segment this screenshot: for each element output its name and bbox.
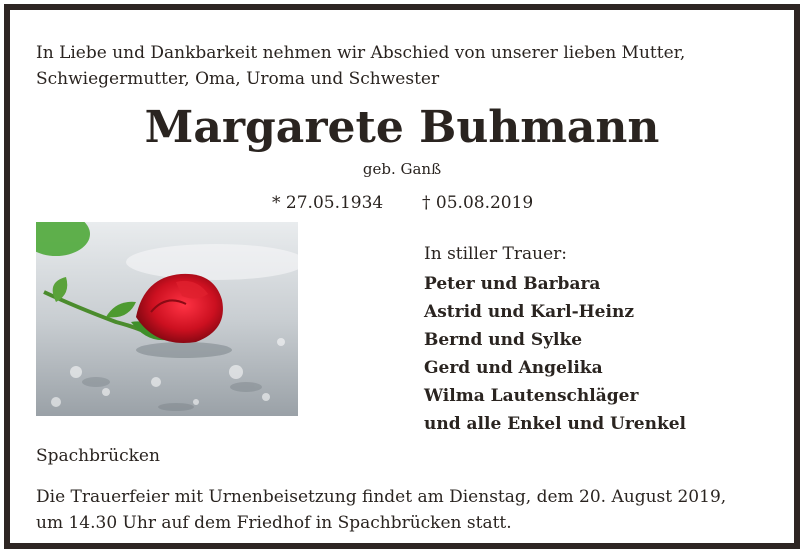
maiden-name: geb. Ganß bbox=[362, 160, 442, 178]
birth-date: * 27.05.1934 bbox=[272, 193, 384, 213]
ceremony-text bbox=[36, 484, 776, 536]
mourner-name: Bernd und Sylke bbox=[424, 330, 583, 350]
mourners-block bbox=[424, 240, 686, 438]
rose-image bbox=[36, 222, 298, 416]
intro-line: In Liebe und Dankbarkeit nehmen wir Abschied von unserer lieben Mutter, bbox=[36, 43, 686, 63]
mourner-name: Astrid und Karl-Heinz bbox=[424, 302, 634, 322]
intro-line: Schwiegermutter, Oma, Uroma und Schwester bbox=[36, 69, 440, 89]
place-name: Spachbrücken bbox=[36, 446, 160, 466]
mourner-name: Peter und Barbara bbox=[424, 274, 601, 294]
mourning-lead: In stiller Trauer: bbox=[424, 244, 567, 264]
mourner-name: und alle Enkel und Urenkel bbox=[424, 414, 687, 434]
mourner-name: Gerd und Angelika bbox=[424, 358, 603, 378]
ceremony-line: um 14.30 Uhr auf dem Friedhof in Spachbrücken statt. bbox=[36, 513, 512, 533]
death-date: † 05.08.2019 bbox=[422, 193, 534, 213]
ceremony-line: Die Trauerfeier mit Urnenbeisetzung findet am Dienstag, dem 20. August 2019, bbox=[36, 487, 727, 507]
mourner-name: Wilma Lautenschläger bbox=[424, 386, 639, 406]
obituary-frame bbox=[4, 4, 800, 549]
deceased-name: Margarete Buhmann bbox=[144, 102, 660, 153]
intro-text bbox=[36, 40, 776, 92]
rose-photo bbox=[36, 222, 298, 416]
